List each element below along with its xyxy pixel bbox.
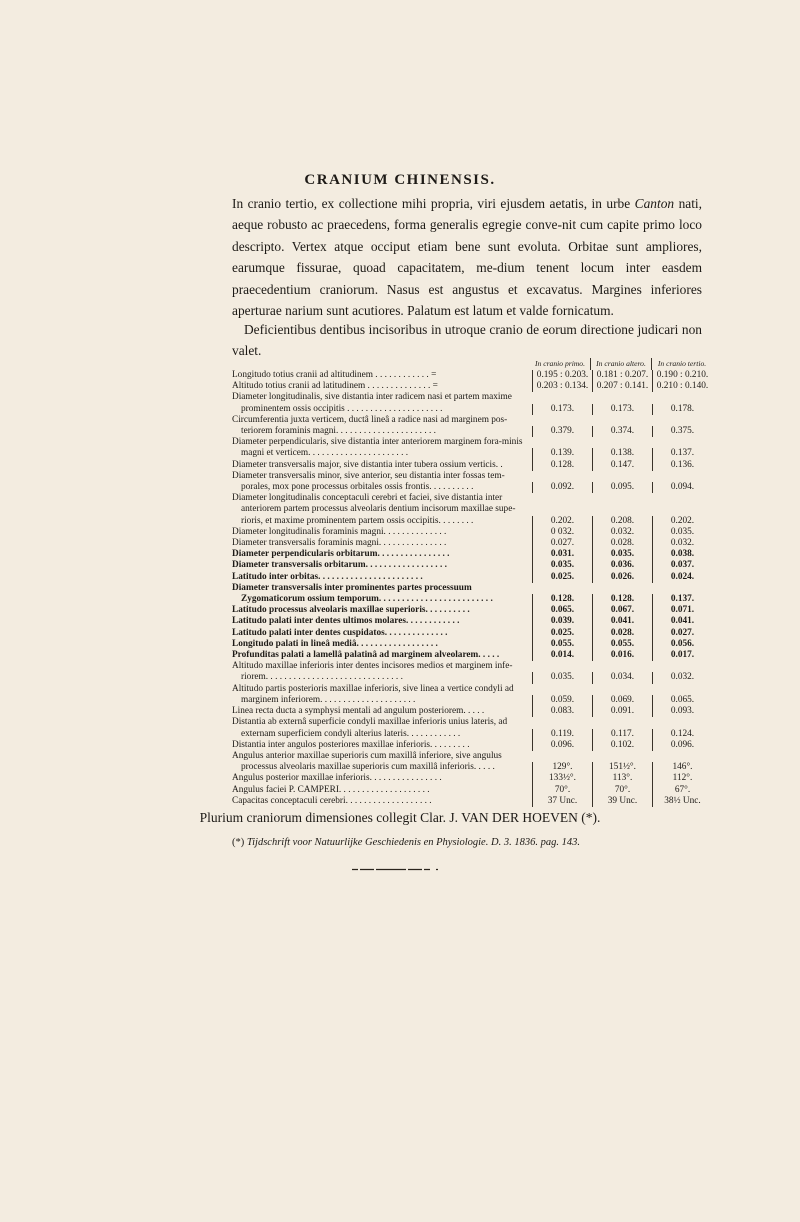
measurement-value-cranium-3: 0.375.: [652, 426, 712, 437]
measurement-value-cranium-1: 0.031.: [532, 549, 592, 560]
measurement-label: Distantia ab externâ superficie condyli maxillae inferioris unius lateris, ad externam superficiem condyli alterius lateris. . . . . . . . . . . .: [232, 717, 508, 739]
measurement-label: Profunditas palati a lamellâ palatinâ ad marginem alveolarem. . . . .: [232, 650, 500, 661]
table-row: [232, 460, 712, 471]
measurement-value-cranium-3: 0.124.: [652, 729, 712, 740]
table-row: [232, 538, 712, 549]
measurement-value-cranium-3: 0.178.: [652, 404, 712, 415]
table-row: [232, 605, 712, 616]
footnote-source: Tijdschrift voor Natuurlijke Geschiedenis en Physiologie.: [246, 837, 489, 848]
measurement-value-cranium-3: 0.037.: [652, 560, 712, 571]
measurement-label: Circumferentia juxta verticem, ductâ lineâ a radice nasi ad marginem pos-teriorem foraminis magni. . . . . . . . . . . . . . . . . . . . . .: [232, 414, 508, 437]
measurement-label: Altitudo totius cranii ad latitudinem . . . . . . . . . . . . . . =: [232, 381, 438, 392]
measurement-value-cranium-2: 0.181 : 0.207.: [592, 370, 652, 381]
table-row: [232, 527, 712, 538]
table-row: [232, 785, 712, 796]
paragraph-dentition: Deficientibus dentibus incisoribus in utroque cranio de eorum directione judicari non valet.: [232, 322, 702, 359]
measurement-value-cranium-1: 70°.: [532, 785, 592, 796]
measurement-label: Diameter perpendicularis, sive distantia inter anteriorem marginem fora-minis magni et verticem. . . . . . . . . . . . . . . . . . . . . .: [232, 437, 523, 459]
measurement-value-cranium-1: 0.025.: [532, 628, 592, 639]
measurement-value-cranium-3: 0.056.: [652, 639, 712, 650]
measurement-value-cranium-1: 0.128.: [532, 594, 592, 605]
measurement-label: Angulus faciei P. CAMPERI. . . . . . . . . . . . . . . . . . . .: [232, 784, 430, 795]
measurement-value-cranium-3: 0.041.: [652, 616, 712, 627]
measurement-value-cranium-1: 0.379.: [532, 426, 592, 437]
city-name: Canton: [634, 196, 675, 211]
measurement-value-cranium-1: 133½°.: [532, 773, 592, 784]
table-row: [232, 572, 712, 583]
table-row: [232, 740, 712, 751]
measurement-label: Angulus posterior maxillae inferioris. . . . . . . . . . . . . . . .: [232, 773, 442, 784]
measurement-value-cranium-2: 0.095.: [592, 482, 652, 493]
footer-note: Plurium craniorum dimensiones collegit Clar. J. VAN DER HOEVEN (*).: [199, 810, 601, 825]
measurement-value-cranium-2: 0.016.: [592, 650, 652, 661]
measurement-value-cranium-1: 0.025.: [532, 572, 592, 583]
measurement-value-cranium-3: 0.032.: [652, 538, 712, 549]
column-header-second: In cranio altero.: [590, 358, 651, 370]
measurement-value-cranium-1: 37 Unc.: [532, 796, 592, 807]
measurement-value-cranium-1: 0.203 : 0.134.: [532, 381, 592, 392]
measurement-value-cranium-1: 129°.: [532, 762, 592, 773]
measurement-value-cranium-2: 0.035.: [592, 549, 652, 560]
measurement-value-cranium-2: 0.128.: [592, 594, 652, 605]
measurement-value-cranium-2: 0.028.: [592, 628, 652, 639]
measurement-label: Diameter transversalis orbitarum. . . . . . . . . . . . . . . . . .: [232, 560, 447, 571]
measurement-value-cranium-3: 0.190 : 0.210.: [652, 370, 712, 381]
measurement-value-cranium-1: 0.119.: [532, 729, 592, 740]
measurement-label: Diameter transversalis minor, sive anterior, seu distantia inter fossas tem-porales, mox pone processus orbitales ossis frontis. . . . . . . . . .: [232, 470, 505, 493]
page-title: CRANIUM CHINENSIS.: [304, 172, 496, 188]
measurement-value-cranium-3: 0.035.: [652, 527, 712, 538]
measurement-value-cranium-2: 0.041.: [592, 616, 652, 627]
measurement-value-cranium-3: 0.027.: [652, 628, 712, 639]
table-row: [232, 773, 712, 784]
table-row: [232, 471, 712, 493]
measurement-value-cranium-3: 0.136.: [652, 460, 712, 471]
measurement-label: Distantia inter angulos posteriores maxillae inferioris. . . . . . . . .: [232, 739, 470, 750]
measurement-value-cranium-2: 0.069.: [592, 695, 652, 706]
measurement-label: Diameter perpendicularis orbitarum. . . . . . . . . . . . . . . .: [232, 549, 450, 560]
ornament-rule: [352, 868, 448, 871]
table-row: [232, 583, 712, 605]
table-row: [232, 392, 712, 414]
column-header-third: In cranio tertio.: [651, 358, 712, 370]
table-row: [232, 381, 712, 392]
measurement-value-cranium-3: 0.093.: [652, 706, 712, 717]
table-row: [232, 616, 712, 627]
measurement-value-cranium-1: 0.083.: [532, 706, 592, 717]
table-row: [232, 370, 712, 381]
measurement-label: Longitudo palati in lineâ mediâ. . . . . . . . . . . . . . . . . .: [232, 638, 438, 649]
footnote-mark: (*): [232, 837, 245, 848]
measurement-value-cranium-1: 0.035.: [532, 672, 592, 683]
table-row: [232, 661, 712, 683]
table-row: [232, 493, 712, 527]
measurement-value-cranium-1: 0.055.: [532, 639, 592, 650]
measurement-label: Capacitas conceptaculi cerebri. . . . . . . . . . . . . . . . . . .: [232, 795, 432, 806]
measurement-label: Latitudo processus alveolaris maxillae superioris. . . . . . . . . .: [232, 605, 470, 616]
table-row: [232, 650, 712, 661]
measurement-value-cranium-3: 0.094.: [652, 482, 712, 493]
table-row: [232, 684, 712, 706]
table-row: [232, 796, 712, 807]
table-row: [232, 751, 712, 773]
paragraph-text-start: In cranio tertio, ex collectione mihi propria, viri ejusdem aetatis, in urbe: [232, 196, 631, 211]
measurement-value-cranium-2: 0.374.: [592, 426, 652, 437]
measurement-value-cranium-3: 0.210 : 0.140.: [652, 381, 712, 392]
measurement-value-cranium-2: 0.138.: [592, 448, 652, 459]
table-body: [232, 370, 712, 807]
measurement-label: Diameter transversalis inter prominentes partes processuum Zygomaticorum ossium temporum. . . . . . . . . . . . . . . . . . . . . . . . .: [232, 582, 493, 605]
measurement-value-cranium-3: 112°.: [652, 773, 712, 784]
measurement-value-cranium-1: 0.139.: [532, 448, 592, 459]
measurement-value-cranium-2: 0.028.: [592, 538, 652, 549]
measurement-value-cranium-3: 0.137.: [652, 594, 712, 605]
measurement-value-cranium-1: 0 032.: [532, 527, 592, 538]
measurement-value-cranium-3: 0.038.: [652, 549, 712, 560]
measurement-value-cranium-2: 0.034.: [592, 672, 652, 683]
measurement-value-cranium-3: 38½ Unc.: [652, 796, 712, 807]
measurement-value-cranium-3: 0.065.: [652, 695, 712, 706]
table-header: [232, 358, 712, 370]
measurement-label: Longitudo totius cranii ad altitudinem . . . . . . . . . . . . =: [232, 370, 437, 380]
measurement-value-cranium-2: 0.091.: [592, 706, 652, 717]
column-header-first: In cranio primo.: [535, 359, 585, 368]
measurement-value-cranium-3: 67°.: [652, 785, 712, 796]
table-row: [232, 560, 712, 571]
measurement-value-cranium-3: 0.071.: [652, 605, 712, 616]
measurement-label: Angulus anterior maxillae superioris cum maxillâ inferiore, sive angulus processus alveolaris maxillae superioris cum maxillâ inferioris. . . . .: [232, 750, 502, 773]
footnote-reference: D. 3. 1836. pag. 143.: [490, 837, 580, 848]
table-row: [232, 706, 712, 717]
measurement-label: Altitudo maxillae inferioris inter dentes incisores medios et marginem infe-riorem. . . . . . . . . . . . . . . . . . . . . . . . . . . . . .: [232, 661, 513, 683]
measurement-value-cranium-2: 0.207 : 0.141.: [592, 381, 652, 392]
measurement-value-cranium-1: 0.195 : 0.203.: [532, 370, 592, 381]
measurement-value-cranium-3: 146°.: [652, 762, 712, 773]
measurement-label: Latitudo inter orbitas. . . . . . . . . . . . . . . . . . . . . . .: [232, 571, 423, 582]
measurement-value-cranium-2: 0.067.: [592, 605, 652, 616]
measurement-value-cranium-2: 0.147.: [592, 460, 652, 471]
measurement-value-cranium-2: 0.026.: [592, 572, 652, 583]
measurement-value-cranium-1: 0.096.: [532, 740, 592, 751]
measurement-value-cranium-3: 0.096.: [652, 740, 712, 751]
table-row: [232, 717, 712, 739]
measurement-value-cranium-2: 0.032.: [592, 527, 652, 538]
measurement-value-cranium-2: 0.102.: [592, 740, 652, 751]
measurement-label: Diameter longitudinalis foraminis magni. . . . . . . . . . . . . .: [232, 526, 447, 537]
measurement-value-cranium-3: 0.202.: [652, 516, 712, 527]
paragraph-text-rest: nati, aeque robusto ac praecedens, forma generalis egregie conve-nit cum capite primo loco descripto. Vertex atque occiput etiam bene sunt evoluta. Orbitae sunt ampliores, earumque fissurae, quoad capacitatem, me-dium tenent locum inter easdem praecedentium craniorum. Nasus est angustus et excavatus. Margines inferiores aperturae narium sunt acutiores. Palatum est latum et valde fornicatum.: [232, 196, 702, 319]
measurement-value-cranium-1: 0.202.: [532, 516, 592, 527]
measurement-value-cranium-3: 0.032.: [652, 672, 712, 683]
measurement-value-cranium-1: 0.059.: [532, 695, 592, 706]
table-row: [232, 639, 712, 650]
measurement-value-cranium-2: 0.208.: [592, 516, 652, 527]
measurement-value-cranium-2: 0.173.: [592, 404, 652, 415]
measurement-value-cranium-3: 0.137.: [652, 448, 712, 459]
measurement-label: Latitudo palati inter dentes ultimos molares. . . . . . . . . . . .: [232, 616, 460, 627]
measurement-value-cranium-3: 0.024.: [652, 572, 712, 583]
measurement-value-cranium-2: 70°.: [592, 785, 652, 796]
measurement-value-cranium-1: 0.065.: [532, 605, 592, 616]
measurement-value-cranium-1: 0.092.: [532, 482, 592, 493]
measurement-value-cranium-1: 0.014.: [532, 650, 592, 661]
measurement-value-cranium-3: 0.017.: [652, 650, 712, 661]
measurement-value-cranium-1: 0.039.: [532, 616, 592, 627]
paragraph-description: [232, 193, 702, 321]
measurement-label: Latitudo palati inter dentes cuspidatos. . . . . . . . . . . . . .: [232, 627, 448, 638]
measurement-value-cranium-2: 0.036.: [592, 560, 652, 571]
measurement-value-cranium-2: 113°.: [592, 773, 652, 784]
measurement-value-cranium-2: 0.117.: [592, 729, 652, 740]
measurement-label: Diameter longitudinalis, sive distantia inter radicem nasi et partem maxime prominentem ossis occipitis . . . . . . . . . . . . . . . . . . . . .: [232, 392, 512, 414]
table-row: [232, 437, 712, 459]
measurement-label: Diameter transversalis foraminis magni. . . . . . . . . . . . . . .: [232, 538, 447, 549]
measurement-value-cranium-1: 0.128.: [532, 460, 592, 471]
measurement-label: Linea recta ducta a symphysi mentali ad angulum posteriorem. . . . .: [232, 706, 485, 717]
measurement-label: Diameter transversalis major, sive distantia inter tubera ossium verticis. .: [232, 459, 503, 470]
measurement-value-cranium-2: 0.055.: [592, 639, 652, 650]
measurement-label: Diameter longitudinalis conceptaculi cerebri et faciei, sive distantia inter anteriorem partem processus alveolaris dentium incisorum maxillae supe-rioris, et maxime prominentem partem ossis occipitis. . . . . . . .: [232, 493, 516, 526]
measurements-table: [232, 358, 712, 807]
table-row: [232, 628, 712, 639]
measurement-value-cranium-1: 0.027.: [532, 538, 592, 549]
measurement-value-cranium-2: 39 Unc.: [592, 796, 652, 807]
measurement-label: Altitudo partis posterioris maxillae inferioris, sive linea a vertice condyli ad marginem inferiorem. . . . . . . . . . . . . . . . . . . . .: [232, 683, 514, 705]
measurement-value-cranium-2: 151½°.: [592, 762, 652, 773]
table-row: [232, 415, 712, 437]
measurement-value-cranium-1: 0.035.: [532, 560, 592, 571]
footnote: [232, 837, 580, 848]
measurement-value-cranium-1: 0.173.: [532, 404, 592, 415]
table-row: [232, 549, 712, 560]
